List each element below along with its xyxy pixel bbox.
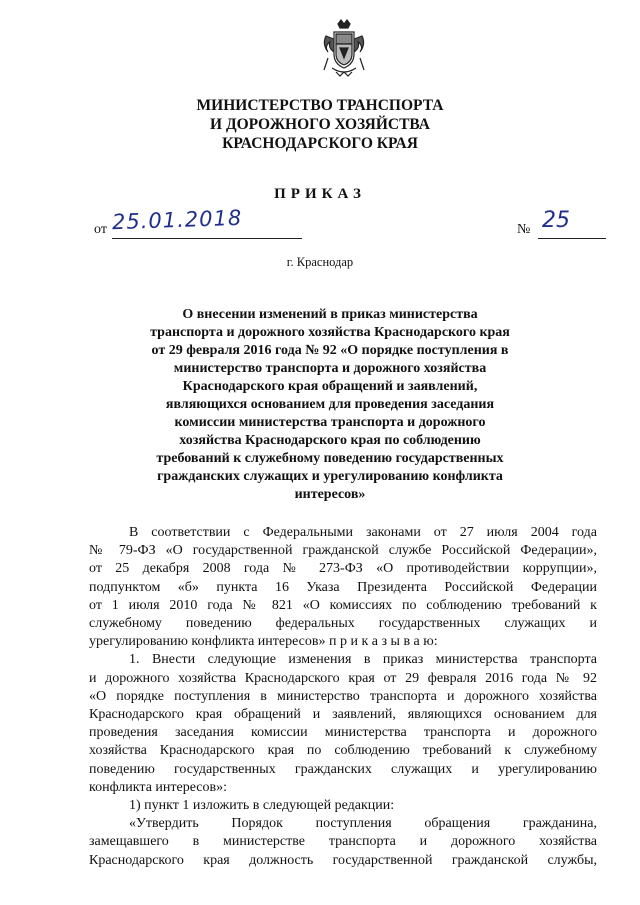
date-prefix: от <box>94 222 107 237</box>
number-underline <box>538 238 606 239</box>
ministry-name <box>0 96 640 153</box>
body-line: от 1 июля 2010 года № 821 «О комиссиях по соблюдению требований к <box>89 597 597 613</box>
body-line: «Утвердить Порядок поступления обращения гражданина, <box>129 816 597 832</box>
body-line: «О порядке поступления в министерство транспорта и дорожного хозяйства <box>89 688 597 704</box>
number-prefix: № <box>517 222 531 237</box>
subject-line: комиссии министерства транспорта и дорожного <box>174 415 486 430</box>
body-line: Краснодарского края должность государственной гражданской службы, <box>89 852 597 868</box>
body-text <box>89 524 597 870</box>
body-line: от 25 декабря 2008 года № 273-ФЗ «О противодействии коррупции», <box>89 561 597 577</box>
ministry-name-line: КРАСНОДАРСКОГО КРАЯ <box>222 135 418 152</box>
ministry-name-line: И ДОРОЖНОГО ХОЗЯЙСТВА <box>210 116 430 133</box>
body-line: 1. Внести следующие изменения в приказ министерства транспорта <box>129 652 597 668</box>
subject-line: являющихся основанием для проведения заседания <box>165 397 495 412</box>
body-line: 1) пункт 1 изложить в следующей редакции: <box>129 798 395 814</box>
city: г. Краснодар <box>286 255 354 269</box>
body-line: и дорожного хозяйства Краснодарского края от 29 февраля 2016 года № 92 <box>89 670 597 686</box>
coat-of-arms-emblem <box>318 18 370 78</box>
subject-line: хозяйства Краснодарского края по соблюдению <box>179 433 481 448</box>
body-line: урегулированию конфликта интересов» п р и к а з ы в а ю: <box>89 634 438 650</box>
body-line: № 79-ФЗ «О государственной гражданской службе Российской Федерации», <box>89 543 597 559</box>
body-line: конфликта интересов»: <box>89 779 227 795</box>
body-line: поведению государственных гражданских служащих и урегулированию <box>89 761 597 777</box>
subject-line: Краснодарского края обращений и заявлений, <box>182 379 478 394</box>
body-line: замещавшего в министерстве транспорта и дорожного хозяйства <box>89 834 597 850</box>
body-line: служебному поведению федеральных государственных служащих и <box>89 616 597 632</box>
body-line: подпунктом «б» пункта 16 Указа Президента Российской Федерации <box>89 579 597 595</box>
handwritten-number: 25 <box>542 208 570 233</box>
handwritten-date: 25.01.2018 <box>111 205 243 235</box>
date-underline <box>112 238 302 239</box>
body-line: проведения заседания комиссии министерства транспорта и дорожного <box>89 725 597 741</box>
ministry-name-line: МИНИСТЕРСТВО ТРАНСПОРТА <box>196 97 444 114</box>
date-number-row <box>94 205 614 240</box>
subject-line: требований к служебному поведению государственных <box>156 451 504 466</box>
subject-line: гражданских служащих и урегулированию конфликта <box>157 469 503 484</box>
subject-line: О внесении изменений в приказ министерства <box>182 307 478 322</box>
subject-heading <box>118 306 542 504</box>
body-line: хозяйства Краснодарского края по соблюдению требований к служебному <box>89 743 597 759</box>
subject-line: интересов» <box>294 487 366 502</box>
subject-line: министерство транспорта и дорожного хозяйства <box>173 361 487 376</box>
body-line: Краснодарского края обращений и заявлений, являющихся основанием для <box>89 707 597 723</box>
subject-line: транспорта и дорожного хозяйства Краснодарского края <box>150 325 510 340</box>
subject-line: от 29 февраля 2016 года № 92 «О порядке поступления в <box>151 343 509 358</box>
document-type: ПРИКАЗ <box>274 186 366 202</box>
body-line: В соответствии с Федеральными законами от 27 июля 2004 года <box>129 525 597 540</box>
